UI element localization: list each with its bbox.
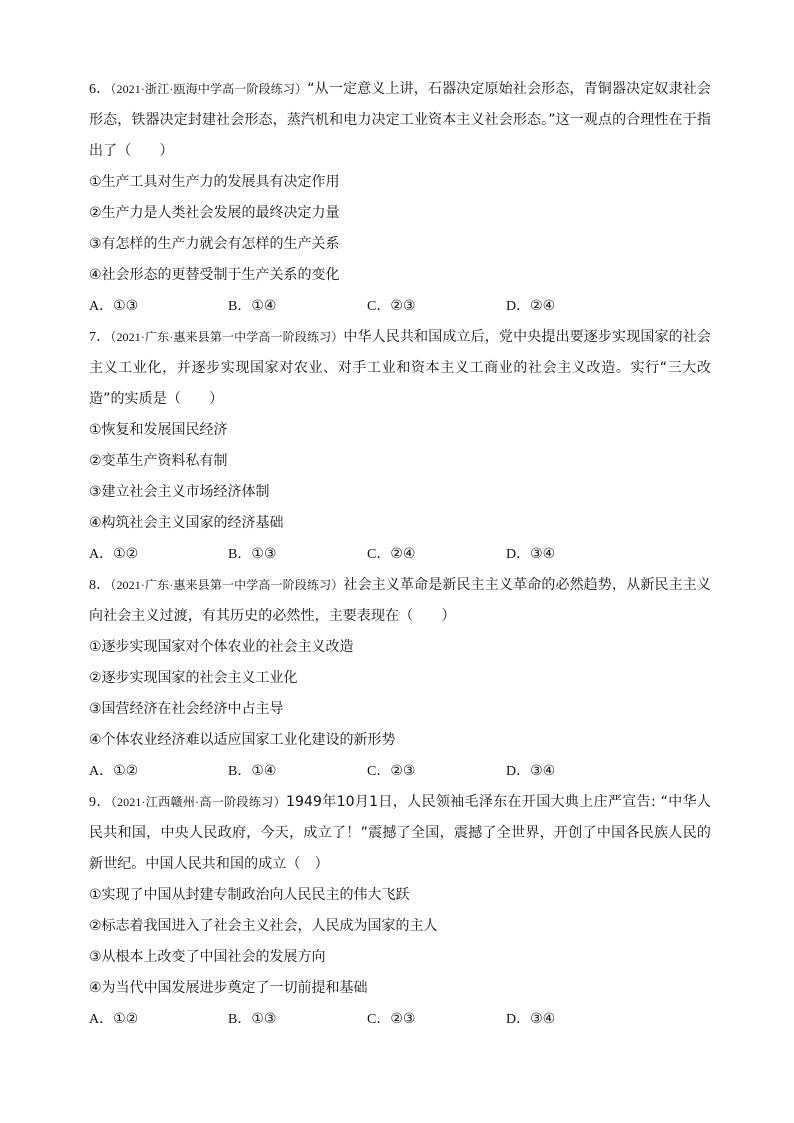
option-letter: C． [367, 547, 391, 562]
answer-options [89, 756, 711, 787]
option-text: ②③ [390, 298, 416, 314]
question-7 [89, 322, 711, 570]
option-text: ②④ [530, 298, 556, 314]
option-b[interactable] [228, 291, 367, 322]
question-stem [89, 570, 711, 632]
option-b[interactable] [228, 1004, 367, 1035]
option-text: ①④ [251, 763, 277, 779]
question-text: 中华人民共和国成立后，党中央提出要逐步实现国家的社会主义工业化，并逐步实现国家对农业、对手工业和资本主义工商业的社会主义改造。实行“三大改造”的实质是（ ） [89, 329, 712, 407]
option-text: ①③ [251, 546, 277, 562]
option-letter: C． [367, 1012, 391, 1027]
statement-4: ④构筑社会主义国家的经济基础 [89, 515, 284, 531]
option-text: ③④ [530, 546, 556, 562]
statement-2: ②逐步实现国家的社会主义工业化 [89, 670, 298, 686]
question-stem [89, 787, 711, 880]
option-letter: B． [228, 547, 252, 562]
answer-options [89, 539, 711, 570]
question-stem [89, 322, 711, 415]
option-letter: C． [367, 299, 391, 314]
statement-3: ③从根本上改变了中国社会的发展方向 [89, 949, 326, 965]
option-letter: B． [228, 299, 252, 314]
option-letter: D． [506, 299, 531, 314]
question-8 [89, 570, 711, 787]
answer-options [89, 1004, 711, 1035]
statement-2: ②标志着我国进入了社会主义社会，人民成为国家的主人 [89, 918, 438, 934]
option-text: ②③ [390, 1011, 416, 1027]
question-stem [89, 74, 711, 167]
option-letter: D． [506, 764, 531, 779]
question-text: “从一定意义上讲，石器决定原始社会形态，青铜器决定奴隶社会形态，铁器决定封建社会形态，蒸汽机和电力决定工业资本主义社会形态。”这一观点的合理性在于指出了（ ） [89, 81, 712, 159]
option-text: ③④ [530, 763, 556, 779]
option-letter: A． [89, 1012, 114, 1027]
option-d[interactable] [506, 539, 645, 570]
option-c[interactable] [367, 291, 506, 322]
question-source: （2021·江西赣州·高一阶段练习） [110, 795, 286, 809]
option-a[interactable] [89, 756, 228, 787]
statement-4: ④为当代中国发展进步奠定了一切前提和基础 [89, 980, 368, 996]
option-text: ①② [113, 546, 139, 562]
answer-options [89, 291, 711, 322]
option-a[interactable] [89, 539, 228, 570]
option-letter: A． [89, 764, 114, 779]
option-letter: D． [506, 1012, 531, 1027]
question-number: 8． [89, 578, 111, 593]
option-text: ①③ [113, 298, 139, 314]
option-text: ②③ [390, 763, 416, 779]
statement-3: ③国营经济在社会经济中占主导 [89, 701, 284, 717]
option-letter: B． [228, 1012, 252, 1027]
question-source: （2021·广东·惠来县第一中学高一阶段练习） [110, 578, 344, 592]
option-a[interactable] [89, 291, 228, 322]
option-letter: B． [228, 764, 252, 779]
statement-2: ②生产力是人类社会发展的最终决定力量 [89, 205, 340, 221]
statement-4: ④个体农业经济难以适应国家工业化建设的新形势 [89, 732, 396, 748]
question-number: 6． [89, 82, 111, 97]
question-6 [89, 74, 711, 322]
option-letter: A． [89, 299, 114, 314]
question-9 [89, 787, 711, 1035]
option-b[interactable] [228, 756, 367, 787]
question-number: 7． [89, 330, 111, 345]
option-c[interactable] [367, 539, 506, 570]
option-text: ①② [113, 763, 139, 779]
option-b[interactable] [228, 539, 367, 570]
question-source: （2021·广东·惠来县第一中学高一阶段练习） [110, 330, 344, 344]
option-d[interactable] [506, 1004, 645, 1035]
option-d[interactable] [506, 291, 645, 322]
option-letter: D． [506, 547, 531, 562]
statement-1: ①恢复和发展国民经济 [89, 422, 228, 438]
statement-4: ④社会形态的更替受制于生产关系的变化 [89, 267, 340, 283]
option-a[interactable] [89, 1004, 228, 1035]
exam-page [89, 74, 711, 1035]
question-text: 1949年10月1日，人民领袖毛泽东在开国大典上庄严宣告: “中华人民共和国，中央人民政府，今天，成立了！”震撼了全国，震撼了全世界，开创了中国各民族人民的新世纪。中国人民共和国的成立（ ） [89, 794, 712, 872]
statement-1: ①实现了中国从封建专制政治向人民民主的伟大飞跃 [89, 887, 410, 903]
option-text: ①④ [251, 298, 277, 314]
statement-1: ①生产工具对生产力的发展具有决定作用 [89, 174, 340, 190]
statement-3: ③有怎样的生产力就会有怎样的生产关系 [89, 236, 340, 252]
option-d[interactable] [506, 756, 645, 787]
statement-1: ①逐步实现国家对个体农业的社会主义改造 [89, 639, 354, 655]
option-c[interactable] [367, 756, 506, 787]
question-number: 9． [89, 795, 111, 810]
option-letter: C． [367, 764, 391, 779]
option-text: ①② [113, 1011, 139, 1027]
option-text: ②④ [390, 546, 416, 562]
option-text: ③④ [530, 1011, 556, 1027]
statement-2: ②变革生产资料私有制 [89, 453, 228, 469]
option-letter: A． [89, 547, 114, 562]
question-text: 社会主义革命是新民主主义革命的必然趋势，从新民主主义向社会主义过渡，有其历史的必然性，主要表现在（ ） [89, 577, 712, 624]
question-source: （2021·浙江·瓯海中学高一阶段练习） [110, 82, 308, 96]
option-c[interactable] [367, 1004, 506, 1035]
option-text: ①③ [251, 1011, 277, 1027]
statement-3: ③建立社会主义市场经济体制 [89, 484, 270, 500]
